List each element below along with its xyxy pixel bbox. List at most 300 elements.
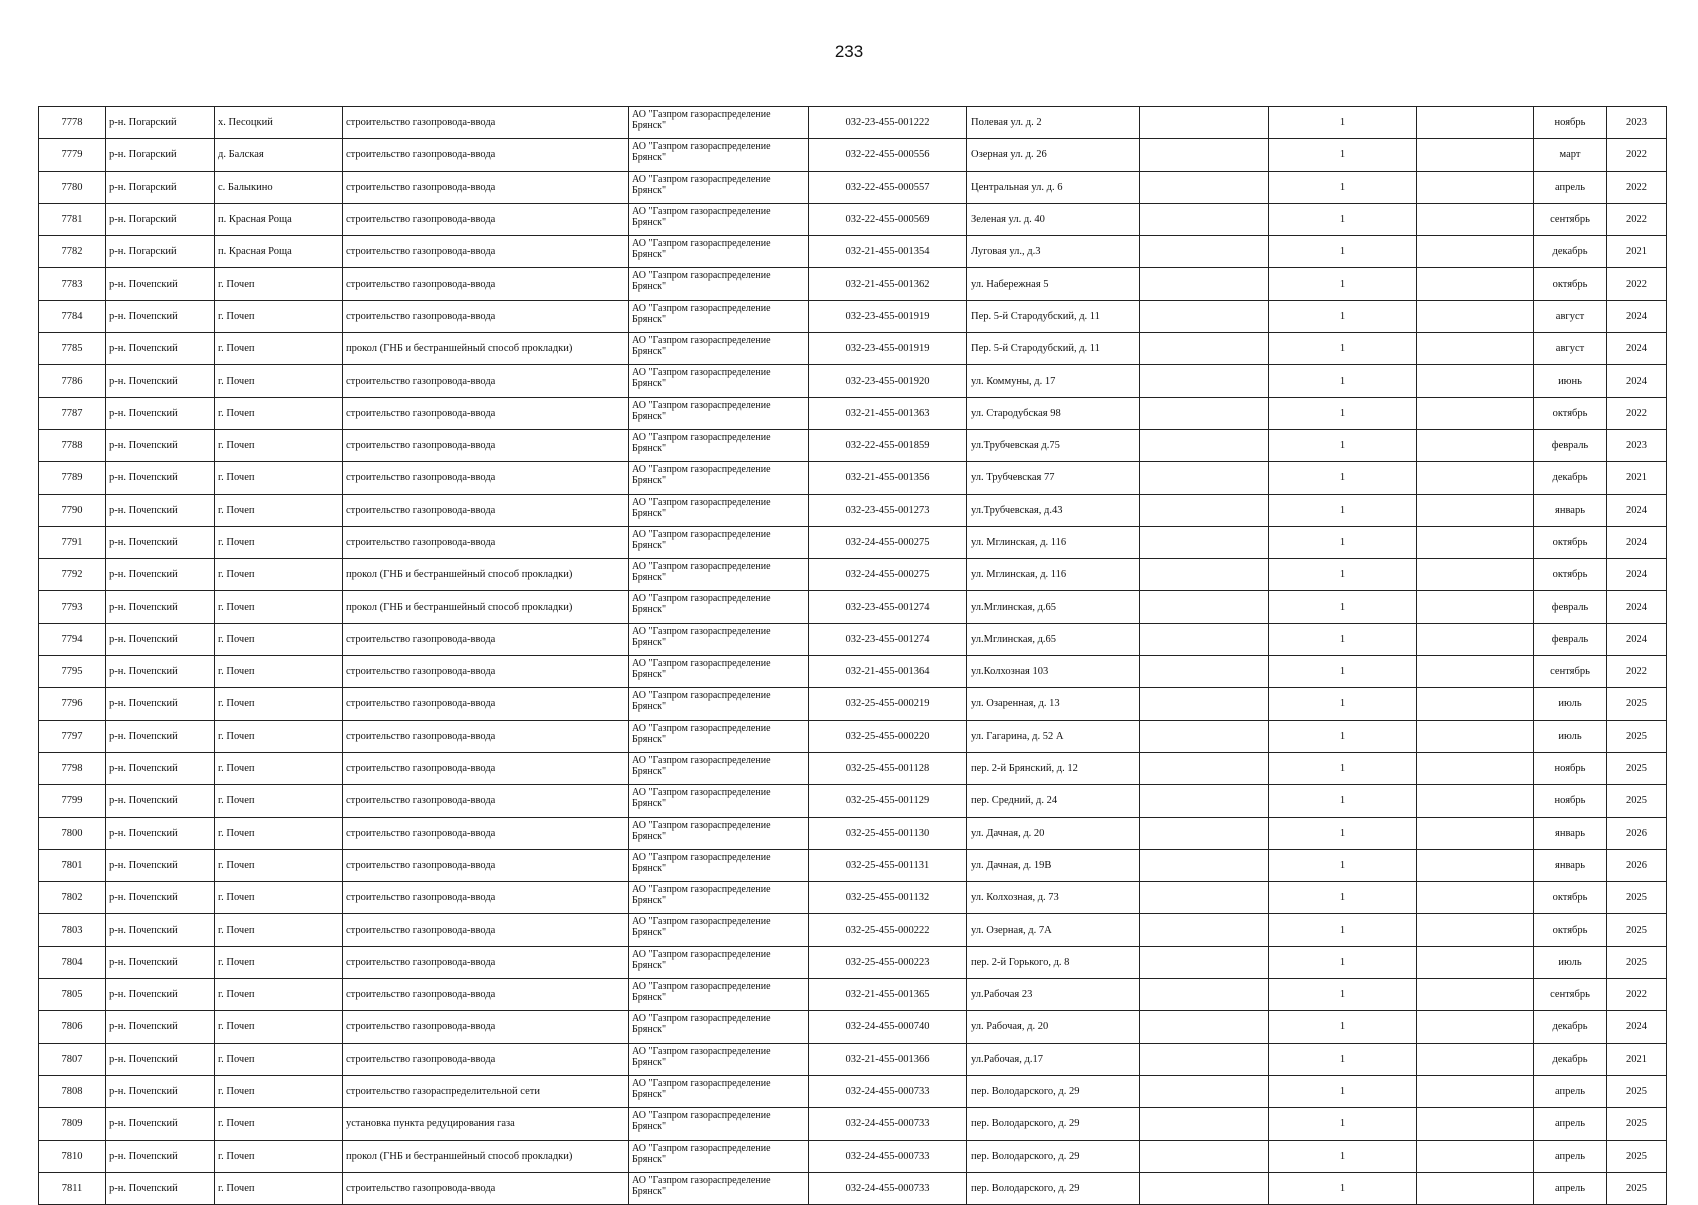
year-cell: 2024	[1607, 494, 1667, 526]
district-cell: р-н. Почепский	[106, 752, 215, 784]
count-cell: 1	[1269, 268, 1417, 300]
locality-cell: с. Балыкино	[215, 171, 343, 203]
empty-cell	[1417, 365, 1534, 397]
month-cell: июнь	[1534, 365, 1607, 397]
empty-cell	[1140, 752, 1269, 784]
table-row	[39, 462, 1667, 494]
year-cell: 2024	[1607, 1011, 1667, 1043]
district-cell: р-н. Почепский	[106, 333, 215, 365]
work-type-cell: строительство газопровода-ввода	[343, 914, 629, 946]
address-cell: Полевая ул. д. 2	[967, 107, 1140, 139]
organization-cell: АО "Газпром газораспределение Брянск"	[629, 107, 809, 139]
address-cell: ул. Колхозная, д. 73	[967, 882, 1140, 914]
empty-cell	[1417, 107, 1534, 139]
registry-code-cell: 032-21-455-001354	[809, 236, 967, 268]
table-row	[39, 268, 1667, 300]
district-cell: р-н. Почепский	[106, 300, 215, 332]
year-cell: 2023	[1607, 107, 1667, 139]
empty-cell	[1140, 979, 1269, 1011]
organization-cell: АО "Газпром газораспределение Брянск"	[629, 268, 809, 300]
month-cell: октябрь	[1534, 559, 1607, 591]
empty-cell	[1417, 1075, 1534, 1107]
organization-cell: АО "Газпром газораспределение Брянск"	[629, 979, 809, 1011]
registry-code-cell: 032-24-455-000733	[809, 1172, 967, 1204]
address-cell: Центральная ул. д. 6	[967, 171, 1140, 203]
row-number-cell: 7801	[39, 849, 106, 881]
table-row	[39, 979, 1667, 1011]
registry-code-cell: 032-21-455-001363	[809, 397, 967, 429]
work-type-cell: строительство газопровода-ввода	[343, 107, 629, 139]
month-cell: декабрь	[1534, 1043, 1607, 1075]
count-cell: 1	[1269, 656, 1417, 688]
empty-cell	[1140, 171, 1269, 203]
locality-cell: г. Почеп	[215, 752, 343, 784]
empty-cell	[1417, 526, 1534, 558]
month-cell: январь	[1534, 817, 1607, 849]
empty-cell	[1140, 559, 1269, 591]
year-cell: 2024	[1607, 526, 1667, 558]
address-cell: ул. Коммуны, д. 17	[967, 365, 1140, 397]
empty-cell	[1140, 1043, 1269, 1075]
work-type-cell: строительство газопровода-ввода	[343, 882, 629, 914]
count-cell: 1	[1269, 236, 1417, 268]
organization-cell: АО "Газпром газораспределение Брянск"	[629, 236, 809, 268]
month-cell: октябрь	[1534, 914, 1607, 946]
organization-cell: АО "Газпром газораспределение Брянск"	[629, 656, 809, 688]
month-cell: март	[1534, 139, 1607, 171]
registry-code-cell: 032-21-455-001364	[809, 656, 967, 688]
table-row	[39, 107, 1667, 139]
organization-cell: АО "Газпром газораспределение Брянск"	[629, 139, 809, 171]
month-cell: октябрь	[1534, 268, 1607, 300]
empty-cell	[1140, 1075, 1269, 1107]
table-row	[39, 946, 1667, 978]
empty-cell	[1417, 882, 1534, 914]
locality-cell: г. Почеп	[215, 946, 343, 978]
row-number-cell: 7797	[39, 720, 106, 752]
row-number-cell: 7779	[39, 139, 106, 171]
row-number-cell: 7789	[39, 462, 106, 494]
count-cell: 1	[1269, 591, 1417, 623]
registry-code-cell: 032-25-455-000220	[809, 720, 967, 752]
table-row	[39, 623, 1667, 655]
registry-code-cell: 032-21-455-001365	[809, 979, 967, 1011]
month-cell: октябрь	[1534, 526, 1607, 558]
work-type-cell: строительство газопровода-ввода	[343, 720, 629, 752]
empty-cell	[1140, 1140, 1269, 1172]
organization-cell: АО "Газпром газораспределение Брянск"	[629, 752, 809, 784]
locality-cell: г. Почеп	[215, 979, 343, 1011]
address-cell: Пер. 5-й Стародубский, д. 11	[967, 333, 1140, 365]
empty-cell	[1417, 429, 1534, 461]
row-number-cell: 7793	[39, 591, 106, 623]
work-type-cell: прокол (ГНБ и бестраншейный способ прокладки)	[343, 1140, 629, 1172]
registry-code-cell: 032-25-455-001129	[809, 785, 967, 817]
district-cell: р-н. Почепский	[106, 268, 215, 300]
empty-cell	[1417, 171, 1534, 203]
month-cell: сентябрь	[1534, 979, 1607, 1011]
row-number-cell: 7792	[39, 559, 106, 591]
month-cell: октябрь	[1534, 882, 1607, 914]
registry-code-cell: 032-23-455-001919	[809, 300, 967, 332]
table-row	[39, 526, 1667, 558]
organization-cell: АО "Газпром газораспределение Брянск"	[629, 720, 809, 752]
district-cell: р-н. Почепский	[106, 494, 215, 526]
year-cell: 2024	[1607, 591, 1667, 623]
year-cell: 2024	[1607, 333, 1667, 365]
row-number-cell: 7788	[39, 429, 106, 461]
empty-cell	[1417, 559, 1534, 591]
organization-cell: АО "Газпром газораспределение Брянск"	[629, 1108, 809, 1140]
district-cell: р-н. Почепский	[106, 849, 215, 881]
empty-cell	[1417, 300, 1534, 332]
organization-cell: АО "Газпром газораспределение Брянск"	[629, 1140, 809, 1172]
work-type-cell: строительство газопровода-ввода	[343, 429, 629, 461]
row-number-cell: 7785	[39, 333, 106, 365]
district-cell: р-н. Почепский	[106, 1140, 215, 1172]
row-number-cell: 7800	[39, 817, 106, 849]
year-cell: 2025	[1607, 1075, 1667, 1107]
work-type-cell: строительство газопровода-ввода	[343, 623, 629, 655]
row-number-cell: 7790	[39, 494, 106, 526]
count-cell: 1	[1269, 623, 1417, 655]
count-cell: 1	[1269, 333, 1417, 365]
month-cell: апрель	[1534, 171, 1607, 203]
work-type-cell: строительство газопровода-ввода	[343, 817, 629, 849]
row-number-cell: 7802	[39, 882, 106, 914]
empty-cell	[1140, 462, 1269, 494]
district-cell: р-н. Погарский	[106, 203, 215, 235]
empty-cell	[1140, 785, 1269, 817]
empty-cell	[1417, 462, 1534, 494]
locality-cell: г. Почеп	[215, 785, 343, 817]
work-type-cell: строительство газопровода-ввода	[343, 785, 629, 817]
registry-code-cell: 032-23-455-001273	[809, 494, 967, 526]
year-cell: 2025	[1607, 1172, 1667, 1204]
locality-cell: г. Почеп	[215, 462, 343, 494]
work-type-cell: установка пункта редуцирования газа	[343, 1108, 629, 1140]
locality-cell: г. Почеп	[215, 429, 343, 461]
table-row	[39, 203, 1667, 235]
registry-code-cell: 032-24-455-000733	[809, 1140, 967, 1172]
count-cell: 1	[1269, 526, 1417, 558]
month-cell: апрель	[1534, 1140, 1607, 1172]
table-row	[39, 817, 1667, 849]
organization-cell: АО "Газпром газораспределение Брянск"	[629, 623, 809, 655]
district-cell: р-н. Почепский	[106, 397, 215, 429]
district-cell: р-н. Почепский	[106, 1172, 215, 1204]
row-number-cell: 7782	[39, 236, 106, 268]
locality-cell: г. Почеп	[215, 559, 343, 591]
district-cell: р-н. Почепский	[106, 720, 215, 752]
table-row	[39, 752, 1667, 784]
registry-code-cell: 032-24-455-000275	[809, 526, 967, 558]
table-row	[39, 720, 1667, 752]
organization-cell: АО "Газпром газораспределение Брянск"	[629, 429, 809, 461]
empty-cell	[1417, 1043, 1534, 1075]
registry-code-cell: 032-25-455-000222	[809, 914, 967, 946]
work-type-cell: строительство газопровода-ввода	[343, 139, 629, 171]
work-type-cell: строительство газопровода-ввода	[343, 946, 629, 978]
empty-cell	[1140, 300, 1269, 332]
registry-code-cell: 032-23-455-001919	[809, 333, 967, 365]
month-cell: август	[1534, 300, 1607, 332]
empty-cell	[1417, 203, 1534, 235]
year-cell: 2025	[1607, 785, 1667, 817]
locality-cell: г. Почеп	[215, 526, 343, 558]
table-row	[39, 1075, 1667, 1107]
empty-cell	[1140, 494, 1269, 526]
address-cell: ул.Мглинская, д.65	[967, 623, 1140, 655]
registry-code-cell: 032-21-455-001366	[809, 1043, 967, 1075]
work-type-cell: строительство газопровода-ввода	[343, 1011, 629, 1043]
work-type-cell: строительство газопровода-ввода	[343, 365, 629, 397]
locality-cell: г. Почеп	[215, 882, 343, 914]
organization-cell: АО "Газпром газораспределение Брянск"	[629, 591, 809, 623]
month-cell: февраль	[1534, 429, 1607, 461]
empty-cell	[1140, 1011, 1269, 1043]
row-number-cell: 7811	[39, 1172, 106, 1204]
organization-cell: АО "Газпром газораспределение Брянск"	[629, 914, 809, 946]
address-cell: пер. 2-й Брянский, д. 12	[967, 752, 1140, 784]
count-cell: 1	[1269, 365, 1417, 397]
empty-cell	[1140, 623, 1269, 655]
district-cell: р-н. Почепский	[106, 591, 215, 623]
row-number-cell: 7780	[39, 171, 106, 203]
row-number-cell: 7806	[39, 1011, 106, 1043]
year-cell: 2022	[1607, 268, 1667, 300]
year-cell: 2024	[1607, 365, 1667, 397]
locality-cell: г. Почеп	[215, 1043, 343, 1075]
empty-cell	[1417, 139, 1534, 171]
empty-cell	[1417, 979, 1534, 1011]
district-cell: р-н. Почепский	[106, 1075, 215, 1107]
empty-cell	[1140, 365, 1269, 397]
district-cell: р-н. Почепский	[106, 429, 215, 461]
address-cell: ул. Озаренная, д. 13	[967, 688, 1140, 720]
row-number-cell: 7805	[39, 979, 106, 1011]
work-type-cell: строительство газопровода-ввода	[343, 268, 629, 300]
district-cell: р-н. Почепский	[106, 785, 215, 817]
locality-cell: г. Почеп	[215, 623, 343, 655]
table-row	[39, 171, 1667, 203]
count-cell: 1	[1269, 203, 1417, 235]
locality-cell: г. Почеп	[215, 1108, 343, 1140]
empty-cell	[1140, 882, 1269, 914]
year-cell: 2022	[1607, 171, 1667, 203]
row-number-cell: 7807	[39, 1043, 106, 1075]
empty-cell	[1140, 656, 1269, 688]
count-cell: 1	[1269, 882, 1417, 914]
work-type-cell: строительство газопровода-ввода	[343, 688, 629, 720]
registry-code-cell: 032-23-455-001274	[809, 623, 967, 655]
year-cell: 2022	[1607, 397, 1667, 429]
empty-cell	[1140, 333, 1269, 365]
work-type-cell: прокол (ГНБ и бестраншейный способ прокладки)	[343, 333, 629, 365]
row-number-cell: 7798	[39, 752, 106, 784]
district-cell: р-н. Почепский	[106, 365, 215, 397]
empty-cell	[1417, 591, 1534, 623]
table-row	[39, 688, 1667, 720]
empty-cell	[1417, 914, 1534, 946]
registry-code-cell: 032-25-455-001132	[809, 882, 967, 914]
district-cell: р-н. Почепский	[106, 1011, 215, 1043]
table-row	[39, 139, 1667, 171]
locality-cell: г. Почеп	[215, 1172, 343, 1204]
registry-code-cell: 032-23-455-001920	[809, 365, 967, 397]
organization-cell: АО "Газпром газораспределение Брянск"	[629, 1043, 809, 1075]
district-cell: р-н. Почепский	[106, 656, 215, 688]
address-cell: ул. Набережная 5	[967, 268, 1140, 300]
locality-cell: п. Красная Роща	[215, 236, 343, 268]
organization-cell: АО "Газпром газораспределение Брянск"	[629, 1075, 809, 1107]
row-number-cell: 7796	[39, 688, 106, 720]
work-type-cell: строительство газопровода-ввода	[343, 462, 629, 494]
row-number-cell: 7809	[39, 1108, 106, 1140]
work-type-cell: строительство газопровода-ввода	[343, 203, 629, 235]
organization-cell: АО "Газпром газораспределение Брянск"	[629, 849, 809, 881]
page-number: 233	[834, 42, 864, 61]
empty-cell	[1417, 494, 1534, 526]
count-cell: 1	[1269, 720, 1417, 752]
organization-cell: АО "Газпром газораспределение Брянск"	[629, 559, 809, 591]
year-cell: 2021	[1607, 236, 1667, 268]
month-cell: апрель	[1534, 1172, 1607, 1204]
locality-cell: г. Почеп	[215, 849, 343, 881]
row-number-cell: 7783	[39, 268, 106, 300]
locality-cell: г. Почеп	[215, 1011, 343, 1043]
organization-cell: АО "Газпром газораспределение Брянск"	[629, 946, 809, 978]
district-cell: р-н. Почепский	[106, 914, 215, 946]
empty-cell	[1140, 526, 1269, 558]
count-cell: 1	[1269, 171, 1417, 203]
empty-cell	[1417, 849, 1534, 881]
empty-cell	[1140, 591, 1269, 623]
work-type-cell: строительство газопровода-ввода	[343, 526, 629, 558]
registry-code-cell: 032-24-455-000733	[809, 1108, 967, 1140]
address-cell: Пер. 5-й Стародубский, д. 11	[967, 300, 1140, 332]
empty-cell	[1417, 785, 1534, 817]
work-type-cell: строительство газопровода-ввода	[343, 171, 629, 203]
organization-cell: АО "Газпром газораспределение Брянск"	[629, 397, 809, 429]
empty-cell	[1417, 817, 1534, 849]
work-type-cell: прокол (ГНБ и бестраншейный способ прокладки)	[343, 559, 629, 591]
empty-cell	[1417, 333, 1534, 365]
month-cell: апрель	[1534, 1108, 1607, 1140]
district-cell: р-н. Почепский	[106, 946, 215, 978]
registry-code-cell: 032-22-455-000569	[809, 203, 967, 235]
row-number-cell: 7784	[39, 300, 106, 332]
address-cell: пер. Володарского, д. 29	[967, 1172, 1140, 1204]
month-cell: январь	[1534, 849, 1607, 881]
row-number-cell: 7781	[39, 203, 106, 235]
empty-cell	[1140, 720, 1269, 752]
year-cell: 2025	[1607, 720, 1667, 752]
table-row	[39, 656, 1667, 688]
work-type-cell: строительство газопровода-ввода	[343, 236, 629, 268]
count-cell: 1	[1269, 1172, 1417, 1204]
locality-cell: г. Почеп	[215, 656, 343, 688]
table-row	[39, 1140, 1667, 1172]
address-cell: Озерная ул. д. 26	[967, 139, 1140, 171]
work-type-cell: строительство газопровода-ввода	[343, 494, 629, 526]
organization-cell: АО "Газпром газораспределение Брянск"	[629, 333, 809, 365]
address-cell: ул.Трубчевская, д.43	[967, 494, 1140, 526]
work-type-cell: строительство газопровода-ввода	[343, 300, 629, 332]
organization-cell: АО "Газпром газораспределение Брянск"	[629, 882, 809, 914]
work-type-cell: строительство газопровода-ввода	[343, 397, 629, 429]
count-cell: 1	[1269, 494, 1417, 526]
row-number-cell: 7803	[39, 914, 106, 946]
table-row	[39, 429, 1667, 461]
address-cell: пер. 2-й Горького, д. 8	[967, 946, 1140, 978]
row-number-cell: 7808	[39, 1075, 106, 1107]
count-cell: 1	[1269, 559, 1417, 591]
month-cell: июль	[1534, 720, 1607, 752]
empty-cell	[1417, 268, 1534, 300]
year-cell: 2026	[1607, 849, 1667, 881]
locality-cell: г. Почеп	[215, 300, 343, 332]
row-number-cell: 7778	[39, 107, 106, 139]
count-cell: 1	[1269, 1043, 1417, 1075]
year-cell: 2024	[1607, 559, 1667, 591]
year-cell: 2022	[1607, 979, 1667, 1011]
work-type-cell: прокол (ГНБ и бестраншейный способ прокладки)	[343, 591, 629, 623]
organization-cell: АО "Газпром газораспределение Брянск"	[629, 1011, 809, 1043]
count-cell: 1	[1269, 397, 1417, 429]
address-cell: Зеленая ул. д. 40	[967, 203, 1140, 235]
row-number-cell: 7799	[39, 785, 106, 817]
work-type-cell: строительство газораспределительной сети	[343, 1075, 629, 1107]
locality-cell: х. Песоцкий	[215, 107, 343, 139]
organization-cell: АО "Газпром газораспределение Брянск"	[629, 817, 809, 849]
work-type-cell: строительство газопровода-ввода	[343, 979, 629, 1011]
month-cell: апрель	[1534, 1075, 1607, 1107]
organization-cell: АО "Газпром газораспределение Брянск"	[629, 1172, 809, 1204]
registry-code-cell: 032-22-455-000556	[809, 139, 967, 171]
registry-code-cell: 032-23-455-001274	[809, 591, 967, 623]
address-cell: пер. Средний, д. 24	[967, 785, 1140, 817]
empty-cell	[1140, 268, 1269, 300]
address-cell: ул.Рабочая, д.17	[967, 1043, 1140, 1075]
empty-cell	[1140, 946, 1269, 978]
work-type-cell: строительство газопровода-ввода	[343, 656, 629, 688]
locality-cell: г. Почеп	[215, 1075, 343, 1107]
district-cell: р-н. Почепский	[106, 623, 215, 655]
registry-code-cell: 032-25-455-001130	[809, 817, 967, 849]
year-cell: 2024	[1607, 300, 1667, 332]
district-cell: р-н. Погарский	[106, 171, 215, 203]
empty-cell	[1417, 752, 1534, 784]
count-cell: 1	[1269, 688, 1417, 720]
locality-cell: г. Почеп	[215, 268, 343, 300]
address-cell: ул.Колхозная 103	[967, 656, 1140, 688]
registry-code-cell: 032-25-455-000219	[809, 688, 967, 720]
locality-cell: г. Почеп	[215, 397, 343, 429]
count-cell: 1	[1269, 429, 1417, 461]
district-cell: р-н. Почепский	[106, 882, 215, 914]
organization-cell: АО "Газпром газораспределение Брянск"	[629, 203, 809, 235]
organization-cell: АО "Газпром газораспределение Брянск"	[629, 300, 809, 332]
table-body	[39, 107, 1667, 1205]
district-cell: р-н. Почепский	[106, 688, 215, 720]
empty-cell	[1417, 1108, 1534, 1140]
locality-cell: г. Почеп	[215, 333, 343, 365]
address-cell: Луговая ул., д.3	[967, 236, 1140, 268]
table-row	[39, 591, 1667, 623]
empty-cell	[1417, 688, 1534, 720]
table-row	[39, 559, 1667, 591]
